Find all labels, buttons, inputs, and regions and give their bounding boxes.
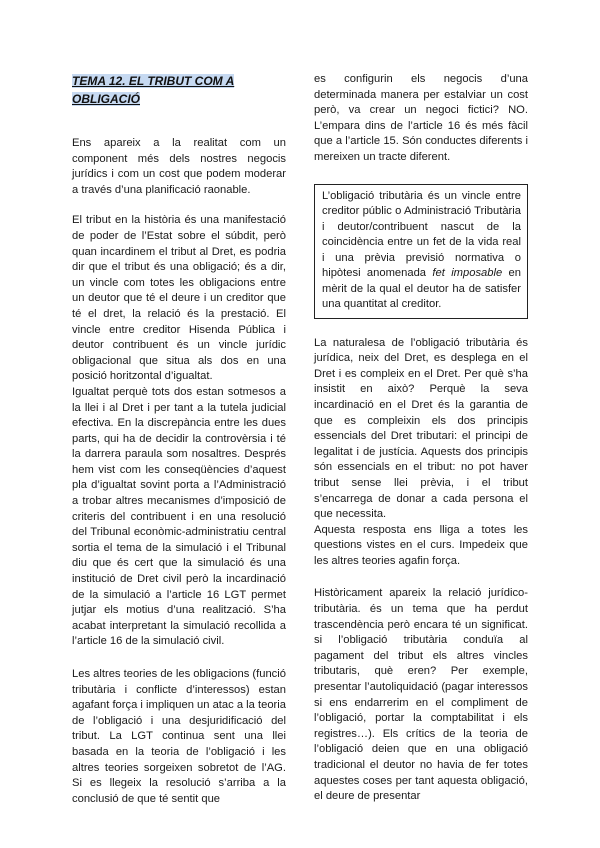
paragraph-intro: Ens apareix a la realitat com un component més dels nostres negocis jurídics i com un cost que podem moderar a través d’una planificació raonable. bbox=[72, 137, 286, 196]
page-title: TEMA 12. EL TRIBUT COM A OBLIGACIÓ bbox=[72, 74, 235, 106]
left-column bbox=[72, 72, 286, 807]
paragraph-resposta: Aquesta resposta ens lliga a totes les questions vistes en el curs. Impedeix que les altres teories agafin força. bbox=[314, 523, 528, 567]
paragraph-tribut-historia: El tribut en la història és una manifestació de poder de l’Estat sobre el súbdit, però quan incardinem el tribut al Dret, es podria dir que el tribut és una obligació; és a dir, un vincle com totes les obligacions entre un deutor que té el deure i un creditor que té el dret, la relació és la prestació. El vincle entre creditor Hisenda Pública i deutor contribuent és un vincle jurídic obligacional que situa als dos en una posició horitzontal d’igualtat. bbox=[72, 214, 286, 383]
paragraph-historicament: Històricament apareix la relació jurídico-tributària. és un tema que ha perdut trascendència però encara té un significat. si l’obligació tributària conduïa al pagament del tribut els altres vincles tributaris, què eren? Per exemple, presentar l’autoliquidació (pagar interessos si ens endarrerim en el compliment de l’obligació, portar la comptabilitat i els registres…). Els crítics de la teoria de l’obligació deien que en una obligació tradicional el deutor no havia de fer totes aquestes coses per tant aquesta obligació, el deure de presentar bbox=[314, 587, 528, 803]
definition-text-start: L’obligació tributària és un vincle entre creditor públic o Administració Tributària i deutor/contribuent nascut de la coincidència entre un fet de la vida real i una prèvia previsió normativa o hipòtesi anomenada bbox=[322, 189, 521, 280]
paragraph-naturalesa: La naturalesa de l’obligació tributària és jurídica, neix del Dret, es desplega en el Dret i es compleix en el Dret. Per què s’ha insistit en això? Perquè la seva incardinació en el Dret és la garantia de que es compleixin els dos principis essencials del Dret tributari: el principi de legalitat i de justícia. Aquests dos principis són essencials en el tribut: no pot haver tribut sense llei prèvia, i el tribut s’encarrega de donar a cada persona el que necessita. bbox=[314, 336, 528, 521]
paragraph-altres-teories: Les altres teories de les obligacions (funció tributària i conflicte d’interessos) estan agafant força i impliquen un atac a la teoria de l’obligació i una desjuridificació del tribut. La LGT continua sent una llei basada en la teoria de l’obligació i les altres teories sorgeixen sobretot de l’AG. Si es llegeix la resolució s’arriba a la conclusió de que té sentit que bbox=[72, 668, 286, 805]
definition-text-end: en mèrit de la qual el deutor ha de satisfer una quantitat al creditor. bbox=[322, 267, 521, 311]
right-column bbox=[314, 72, 528, 805]
paragraph-igualtat: Igualtat perquè tots dos estan sotmesos a la llei i al Dret i per tant a la tutela judicial efectiva. En la discrepància entre les dues parts, qui ha de decidir la controvèrsia i té la darrera paraula som nosaltres. Després hem vist com les conseqüències d’aquest pla d’igualtat sovint porta a l’Administració a trobar altres mecanismes d’imposició de criteris del contribuent i en una resolució del Tribunal econòmic-administratiu central sortia el tema de la simulació i el Tribunal diu que és cert que la simulació és una institució de Dret civil però la incardinació de la simulació a l’article 16 LGT permet jutjar els motius d’una realització. S’ha acabat interpretant la simulació recollida a l’article 16 de la simulació civil. bbox=[72, 385, 286, 648]
definition-emphasis: fet imposable bbox=[432, 267, 503, 280]
definition-box bbox=[314, 184, 528, 319]
title-block bbox=[72, 72, 252, 108]
paragraph-continuation: es configurin els negocis d’una determinada manera per estalviar un cost però, va crear un negoci fictici? NO. L’empara dins de l’article 16 és més fàcil que a l’article 15. Són conductes diferents i mereixen un tracte diferent. bbox=[314, 73, 528, 163]
definition-text bbox=[322, 189, 521, 313]
